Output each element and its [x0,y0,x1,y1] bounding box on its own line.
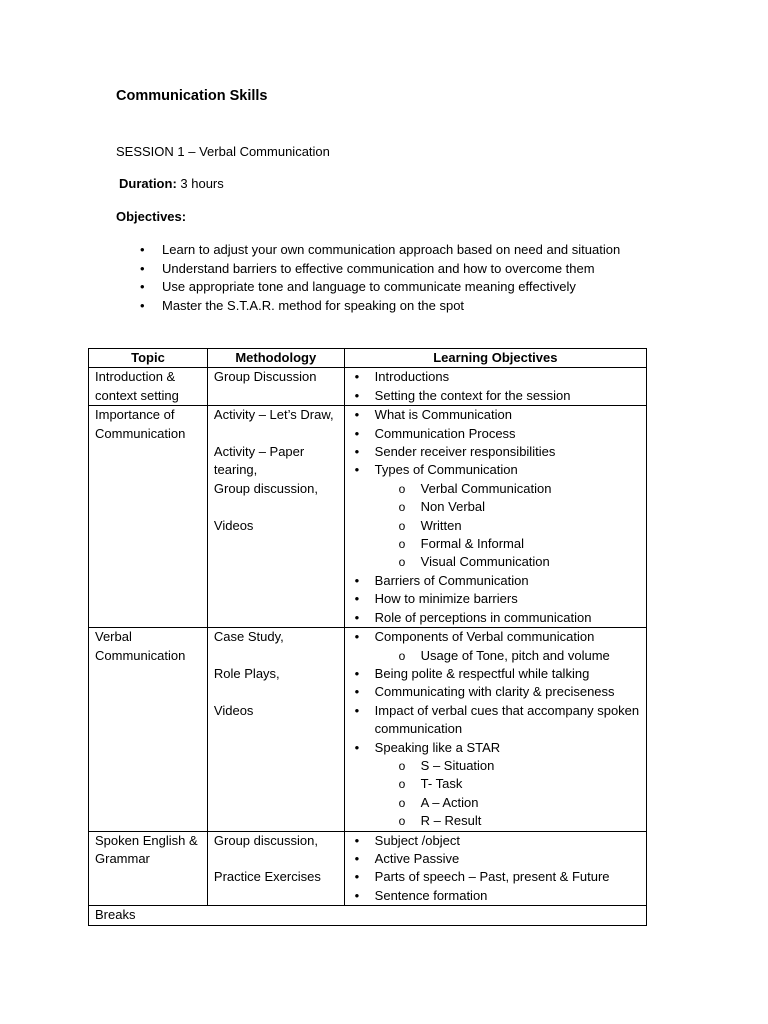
breaks-cell: Breaks [89,906,647,925]
list-item: • Sender receiver responsibilities [351,443,640,461]
table-row [89,831,647,906]
sub-list-item: o Visual Communication [351,553,640,571]
methodology-cell [207,628,344,831]
duration-line [119,176,224,191]
sub-list-item: o R – Result [351,812,640,830]
objective-item: • Use appropriate tone and language to communicate meaning effectively [140,278,660,296]
objectives-list [140,241,660,315]
header-topic: Topic [89,349,208,368]
header-methodology: Methodology [207,349,344,368]
list-item: • Communication Process [351,425,640,443]
list-item: • Barriers of Communication [351,572,640,590]
list-item: • Subject /object [351,832,640,850]
objective-item: • Learn to adjust your own communication approach based on need and situation [140,241,660,259]
methodology-line: Group discussion, [213,480,318,496]
methodology-cell [207,368,344,406]
methodology-line: Practice Exercises [213,869,321,885]
methodology-line: Activity – Paper tearing, [213,444,305,478]
session-heading: SESSION 1 – Verbal Communication [116,144,330,159]
methodology-line [214,850,338,868]
topic-cell: Introduction & context setting [89,368,208,406]
list-item: • Being polite & respectful while talking [351,665,640,683]
sub-list-item: o Usage of Tone, pitch and volume [351,647,640,665]
table-row [89,368,647,406]
topic-cell: Spoken English & Grammar [89,831,208,906]
list-item: • Sentence formation [351,887,640,905]
list-item: • Impact of verbal cues that accompany spoken communication [351,702,640,739]
list-item: • Introductions [351,368,640,386]
sub-list-item: o Non Verbal [351,498,640,516]
table-header-row [89,349,647,368]
methodology-line [214,498,338,516]
list-item: • Speaking like a STAR [351,739,640,757]
session-table [88,348,647,926]
methodology-line [214,425,338,443]
list-item: • Active Passive [351,850,640,868]
document-title: Communication Skills [116,88,268,104]
methodology-cell [207,831,344,906]
objectives-heading: Objectives: [116,209,187,224]
table-row [89,628,647,831]
methodology-line: Group discussion, [213,832,318,848]
list-item: • How to minimize barriers [351,590,640,608]
topic-cell: Importance of Communication [89,406,208,628]
methodology-line [214,683,338,701]
objectives-cell [344,406,646,628]
duration-value: 3 hours [176,176,224,191]
topic-cell: Verbal Communication [89,628,208,831]
table-row-breaks [89,906,647,925]
sub-list-item: o S – Situation [351,757,640,775]
sub-list-item: o A – Action [351,794,640,812]
methodology-line [214,647,338,665]
sub-list-item: o Written [351,517,640,535]
methodology-line: Role Plays, [213,665,280,681]
objectives-cell [344,368,646,406]
list-item: • Role of perceptions in communication [351,609,640,627]
list-item: • Parts of speech – Past, present & Future [351,868,640,886]
methodology-cell [207,406,344,628]
objectives-cell [344,831,646,906]
methodology-line: Case Study, [213,629,284,645]
objectives-cell [344,628,646,831]
list-item: • What is Communication [351,406,640,424]
list-item: • Communicating with clarity & preciseness [351,683,640,701]
objective-item: • Master the S.T.A.R. method for speaking on the spot [140,297,660,315]
methodology-line: Videos [213,702,254,718]
header-learning-objectives: Learning Objectives [344,349,646,368]
sub-list-item: o Verbal Communication [351,480,640,498]
methodology-line: Videos [213,517,254,533]
methodology-line: Group Discussion [213,369,317,385]
list-item: • Types of Communication [351,461,640,479]
methodology-line: Activity – Let’s Draw, [213,407,334,423]
sub-list-item: o Formal & Informal [351,535,640,553]
list-item: • Components of Verbal communication [351,628,640,646]
duration-label: Duration: [119,176,177,191]
table-row [89,406,647,628]
objective-item: • Understand barriers to effective communication and how to overcome them [140,260,660,278]
list-item: • Setting the context for the session [351,387,640,405]
sub-list-item: o T- Task [351,775,640,793]
